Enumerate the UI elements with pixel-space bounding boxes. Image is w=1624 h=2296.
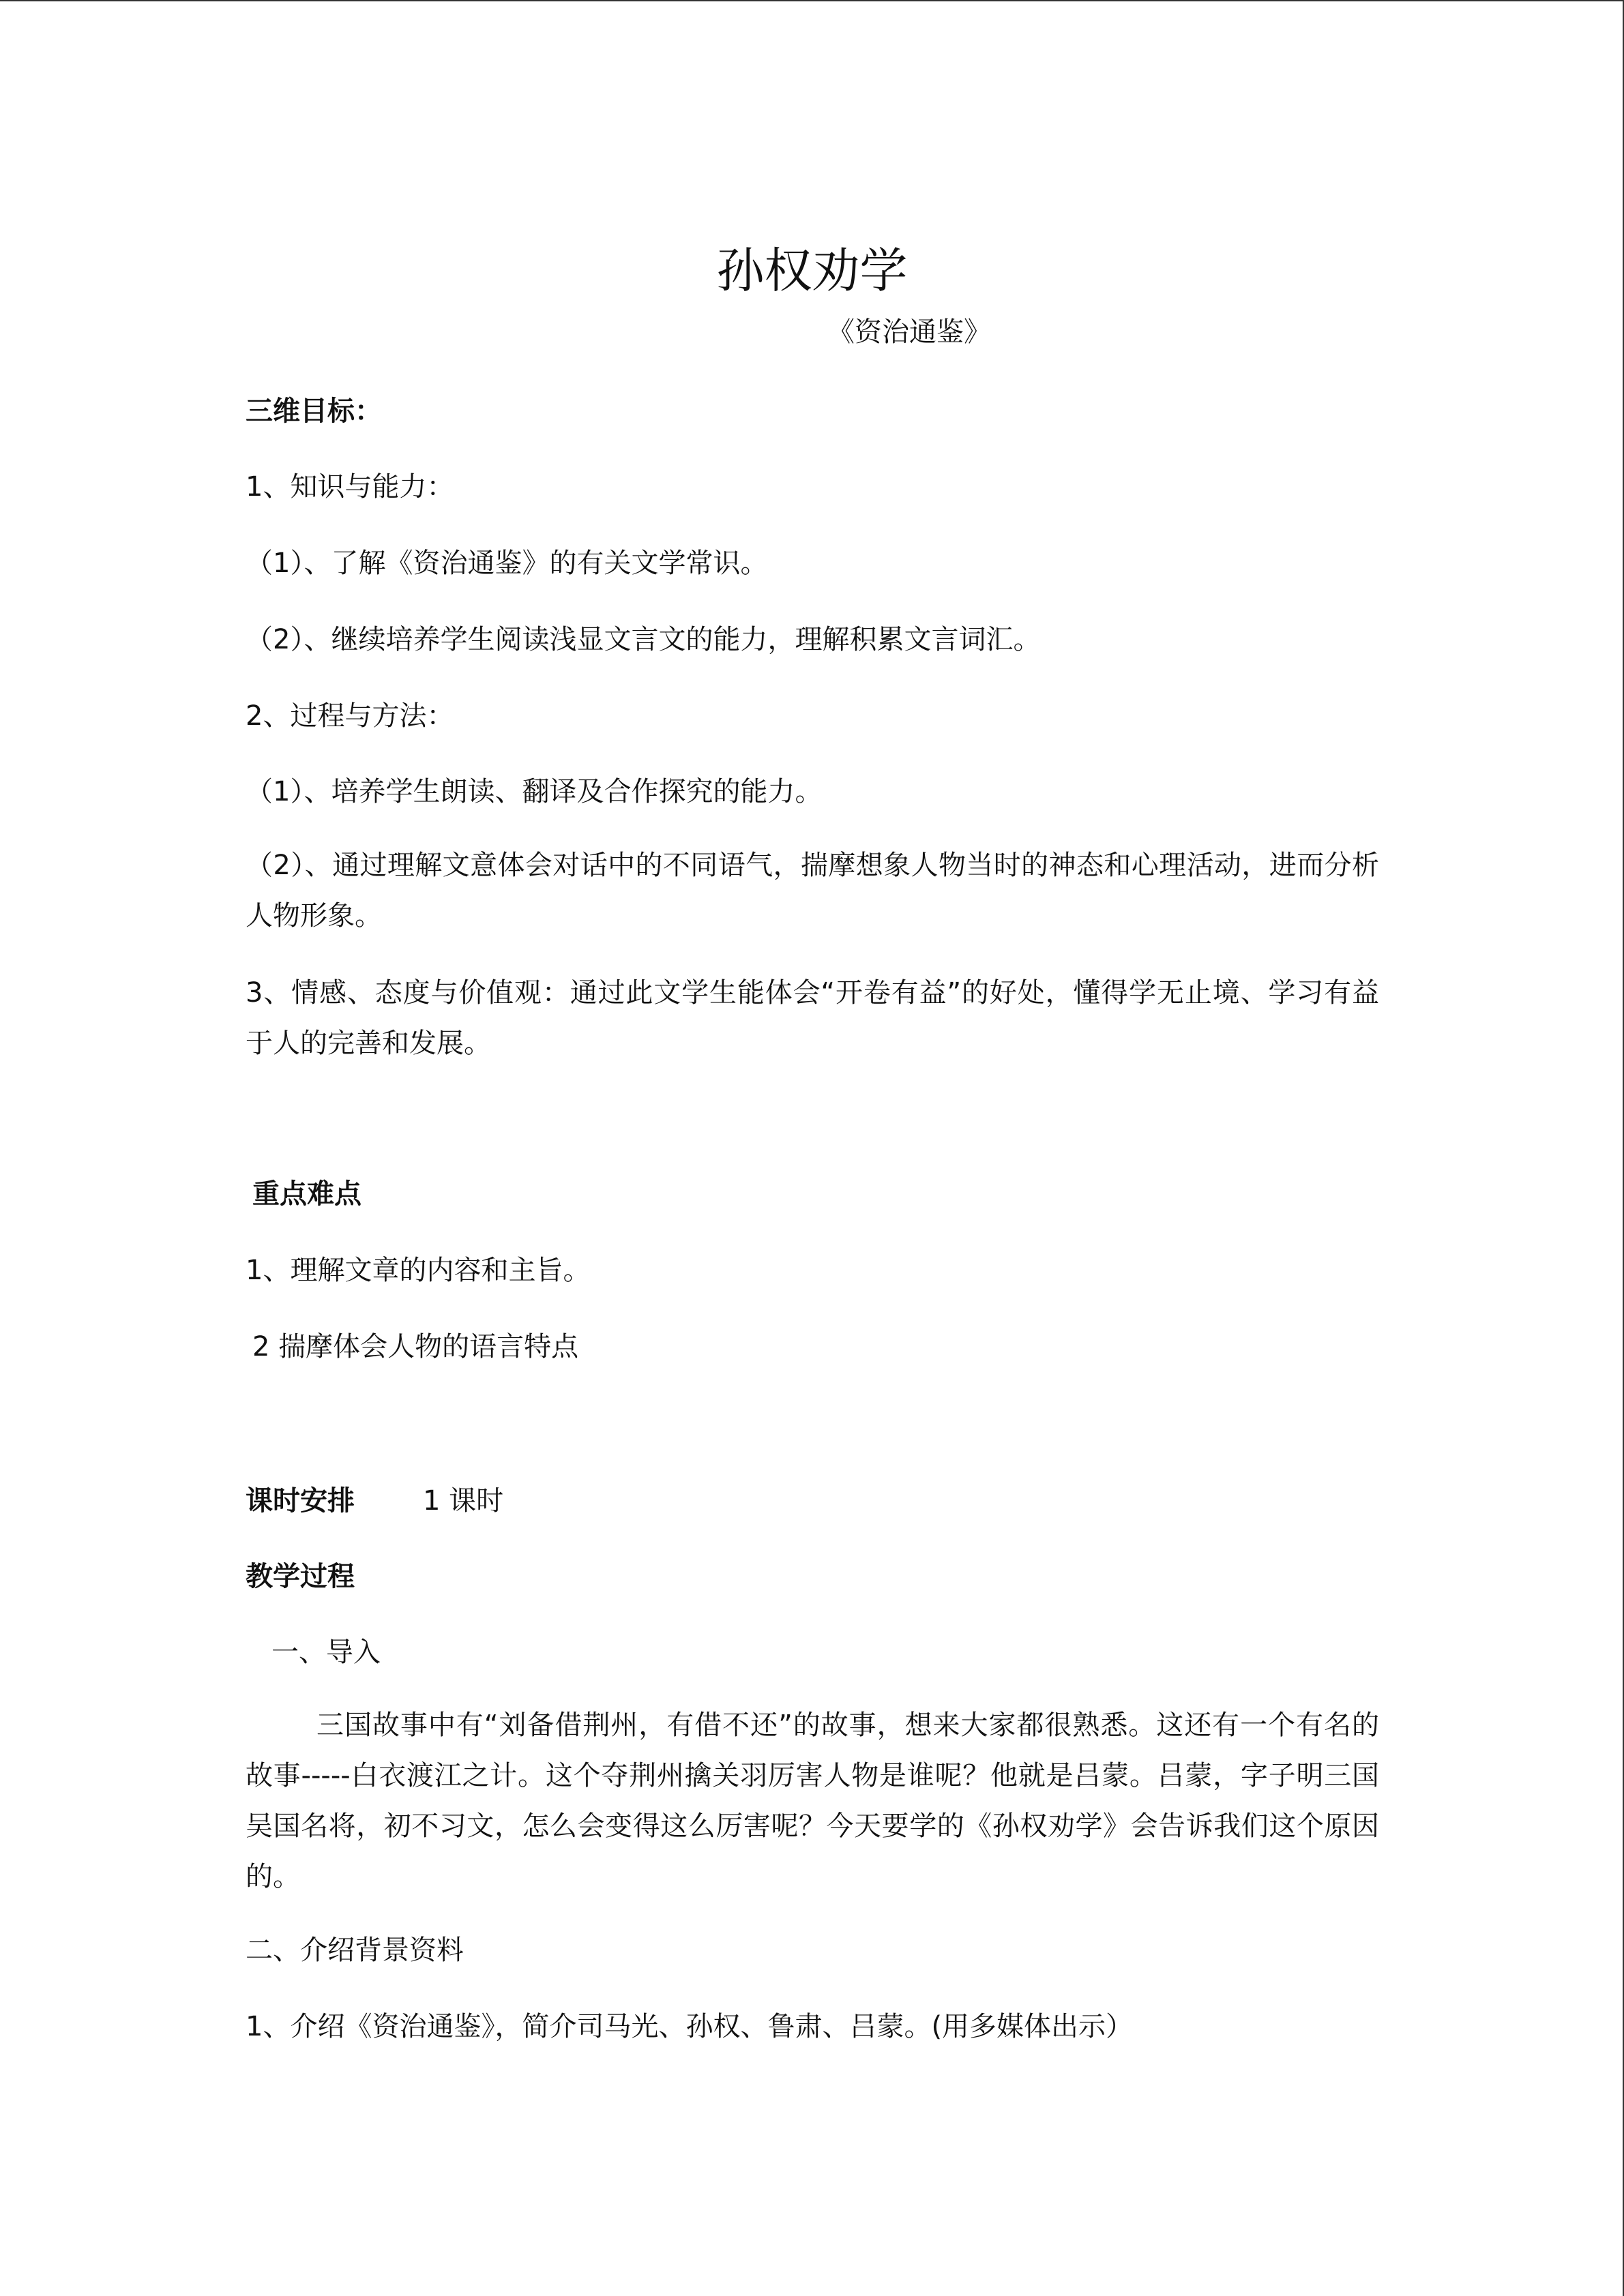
document-source: 《资治通鉴》 bbox=[827, 316, 991, 348]
objective-1-heading: 1、知识与能力： bbox=[246, 471, 454, 503]
objective-2-item-2: （2）、通过理解文意体会对话中的不同语气，揣摩想象人物当时的神态和心理活动，进而分析人物形象。 bbox=[246, 850, 1379, 931]
objective-2-heading: 2、过程与方法： bbox=[246, 700, 454, 732]
objective-2-item-1: （1）、培养学生朗读、翻译及合作探究的能力。 bbox=[246, 776, 823, 807]
schedule-row bbox=[246, 1487, 503, 1515]
step-1-text: 三国故事中有“刘备借荆州，有借不还”的故事，想来大家都很熟悉。这还有一个有名的故事-----白衣渡江之计。这个夺荆州擒关羽厉害人物是谁呢？他就是吕蒙。吕蒙，字子明三国吴国名将，初不习文，怎么会变得这么厉害呢？今天要学的《孙权劝学》会告诉我们这个原因的。 bbox=[246, 1710, 1379, 1892]
keypoint-1: 1、理解文章的内容和主旨。 bbox=[246, 1255, 591, 1286]
keypoint-2: 2 揣摩体会人物的语言特点 bbox=[252, 1331, 579, 1362]
schedule-label: 课时安排 bbox=[246, 1485, 355, 1517]
document-title: 孙权劝学 bbox=[716, 242, 908, 299]
objective-1-item-2: （2）、继续培养学生阅读浅显文言文的能力，理解积累文言词汇。 bbox=[246, 624, 1041, 655]
process-heading: 教学过程 bbox=[246, 1561, 355, 1592]
step-2-item-1: 1、介绍《资治通鉴》，简介司马光、孙权、鲁肃、吕蒙。(用多媒体出示） bbox=[246, 2011, 1134, 2042]
step-2-heading: 二、介绍背景资料 bbox=[246, 1935, 464, 1966]
objective-3: 3、情感、态度与价值观：通过此文学生能体会“开卷有益”的好处，懂得学无止境、学习有益于人的完善和发展。 bbox=[246, 977, 1379, 1059]
schedule-value: 1 课时 bbox=[423, 1485, 504, 1517]
objective-1-item-1: （1）、了解《资治通鉴》的有关文学常识。 bbox=[246, 548, 768, 579]
step-1-heading: 一、导入 bbox=[271, 1637, 381, 1668]
objectives-heading: 三维目标： bbox=[246, 396, 382, 427]
keypoints-heading: 重点难点 bbox=[252, 1178, 361, 1210]
